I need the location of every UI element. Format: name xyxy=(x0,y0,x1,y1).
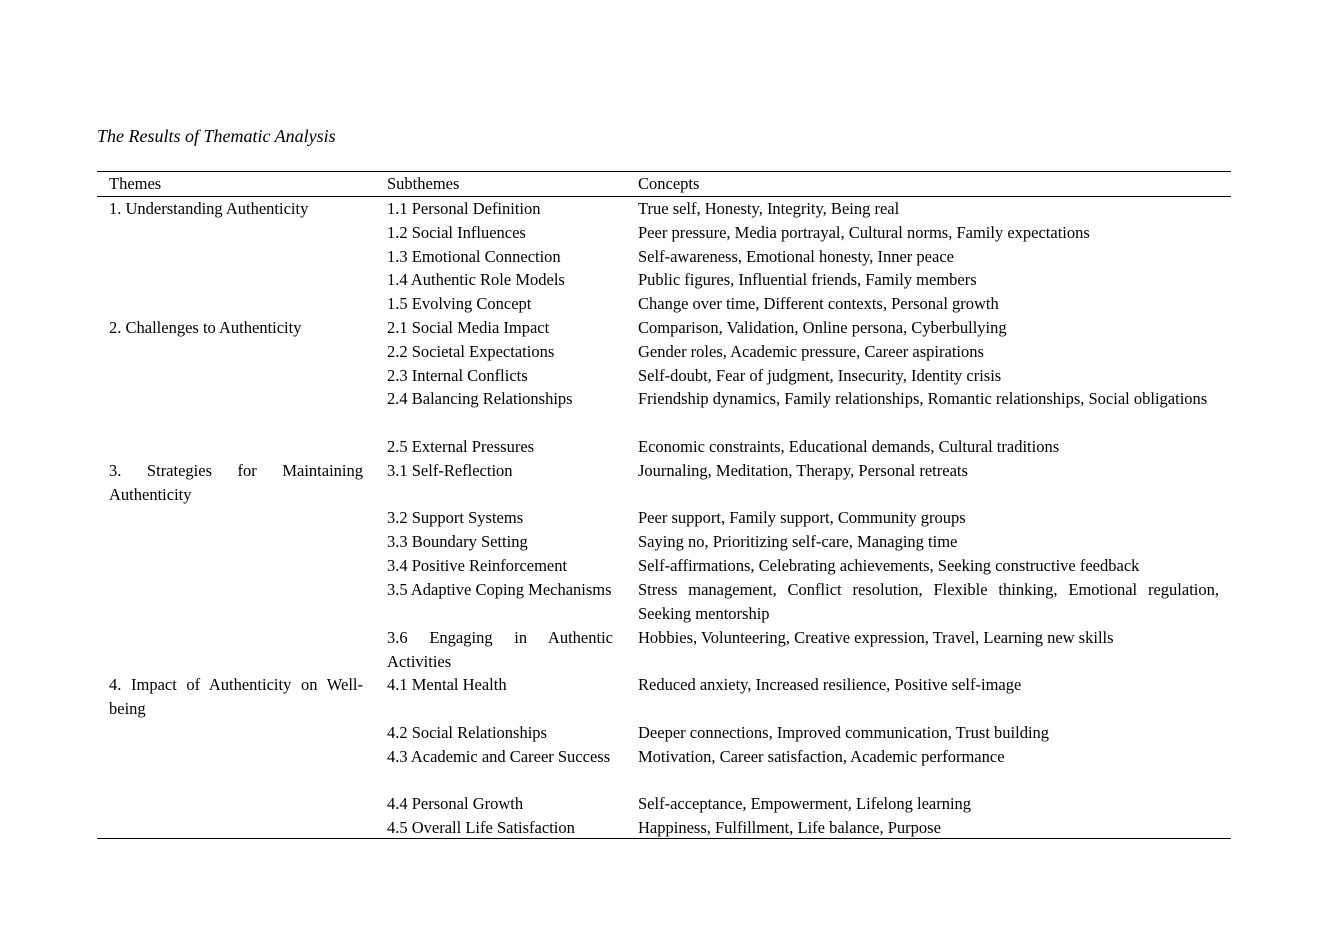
concepts-cell: Public figures, Influential friends, Family members xyxy=(638,270,977,289)
concepts-cell: Self-acceptance, Empowerment, Lifelong learning xyxy=(638,794,972,813)
concepts-cell: Peer pressure, Media portrayal, Cultural norms, Family expectations xyxy=(638,223,1090,242)
concepts-cell: Happiness, Fulfillment, Life balance, Purpose xyxy=(638,818,941,837)
concepts-cell: Friendship dynamics, Family relationships, Romantic relationships, Social obligations xyxy=(638,389,1208,408)
subtheme-cell: 3.4 Positive Reinforcement xyxy=(387,556,568,575)
concepts-cell: Hobbies, Volunteering, Creative expression, Travel, Learning new skills xyxy=(638,628,1114,647)
theme-cell: 4. Impact of Authenticity on Well-being xyxy=(109,675,363,718)
subtheme-cell: 1.2 Social Influences xyxy=(387,223,526,242)
concepts-cell: Self-doubt, Fear of judgment, Insecurity, Identity crisis xyxy=(638,366,1002,385)
subtheme-cell: 2.2 Societal Expectations xyxy=(387,342,555,361)
subtheme-cell: 1.4 Authentic Role Models xyxy=(387,270,565,289)
subtheme-cell: 4.5 Overall Life Satisfaction xyxy=(387,818,575,837)
subtheme-cell: 3.1 Self-Reflection xyxy=(387,461,513,480)
subtheme-cell: 1.1 Personal Definition xyxy=(387,199,541,218)
subtheme-cell: 4.2 Social Relationships xyxy=(387,723,547,742)
subtheme-cell: 3.6 Engaging in Authentic Activities xyxy=(387,628,613,671)
concepts-cell: Gender roles, Academic pressure, Career aspirations xyxy=(638,342,984,361)
subtheme-cell: 1.5 Evolving Concept xyxy=(387,294,532,313)
concepts-cell: Comparison, Validation, Online persona, Cyberbullying xyxy=(638,318,1007,337)
concepts-cell: Economic constraints, Educational demands, Cultural traditions xyxy=(638,437,1060,456)
concepts-cell: Saying no, Prioritizing self-care, Managing time xyxy=(638,532,958,551)
subtheme-cell: 2.1 Social Media Impact xyxy=(387,318,550,337)
concepts-cell: Peer support, Family support, Community groups xyxy=(638,508,966,527)
theme-cell: 2. Challenges to Authenticity xyxy=(109,318,302,337)
subtheme-cell: 2.3 Internal Conflicts xyxy=(387,366,528,385)
concepts-cell: True self, Honesty, Integrity, Being real xyxy=(638,199,900,218)
subtheme-cell: 2.4 Balancing Relationships xyxy=(387,389,573,408)
table-caption: The Results of Thematic Analysis xyxy=(97,126,336,146)
subtheme-cell: 3.5 Adaptive Coping Mechanisms xyxy=(387,580,612,599)
subtheme-cell: 3.2 Support Systems xyxy=(387,508,524,527)
subtheme-cell: 4.3 Academic and Career Success xyxy=(387,747,611,766)
concepts-cell: Deeper connections, Improved communication, Trust building xyxy=(638,723,1050,742)
concepts-cell: Stress management, Conflict resolution, Flexible thinking, Emotional regulation, Seeking mentorship xyxy=(638,580,1219,623)
concepts-cell: Reduced anxiety, Increased resilience, Positive self-image xyxy=(638,675,1022,694)
concepts-cell: Self-awareness, Emotional honesty, Inner peace xyxy=(638,247,954,266)
concepts-cell: Self-affirmations, Celebrating achievements, Seeking constructive feedback xyxy=(638,556,1140,575)
table-bottom-rule xyxy=(97,838,1231,839)
subtheme-cell: 1.3 Emotional Connection xyxy=(387,247,561,266)
subtheme-cell: 4.4 Personal Growth xyxy=(387,794,524,813)
header-concepts: Concepts xyxy=(638,174,700,193)
subtheme-cell: 4.1 Mental Health xyxy=(387,675,507,694)
subtheme-cell: 3.3 Boundary Setting xyxy=(387,532,528,551)
concepts-cell: Motivation, Career satisfaction, Academic performance xyxy=(638,747,1005,766)
concepts-cell: Journaling, Meditation, Therapy, Personal retreats xyxy=(638,461,968,480)
theme-cell: 3. Strategies for Maintaining Authenticity xyxy=(109,461,363,504)
header-subthemes: Subthemes xyxy=(387,174,460,193)
header-themes: Themes xyxy=(109,174,162,193)
concepts-cell: Change over time, Different contexts, Personal growth xyxy=(638,294,999,313)
subtheme-cell: 2.5 External Pressures xyxy=(387,437,535,456)
theme-cell: 1. Understanding Authenticity xyxy=(109,199,309,218)
